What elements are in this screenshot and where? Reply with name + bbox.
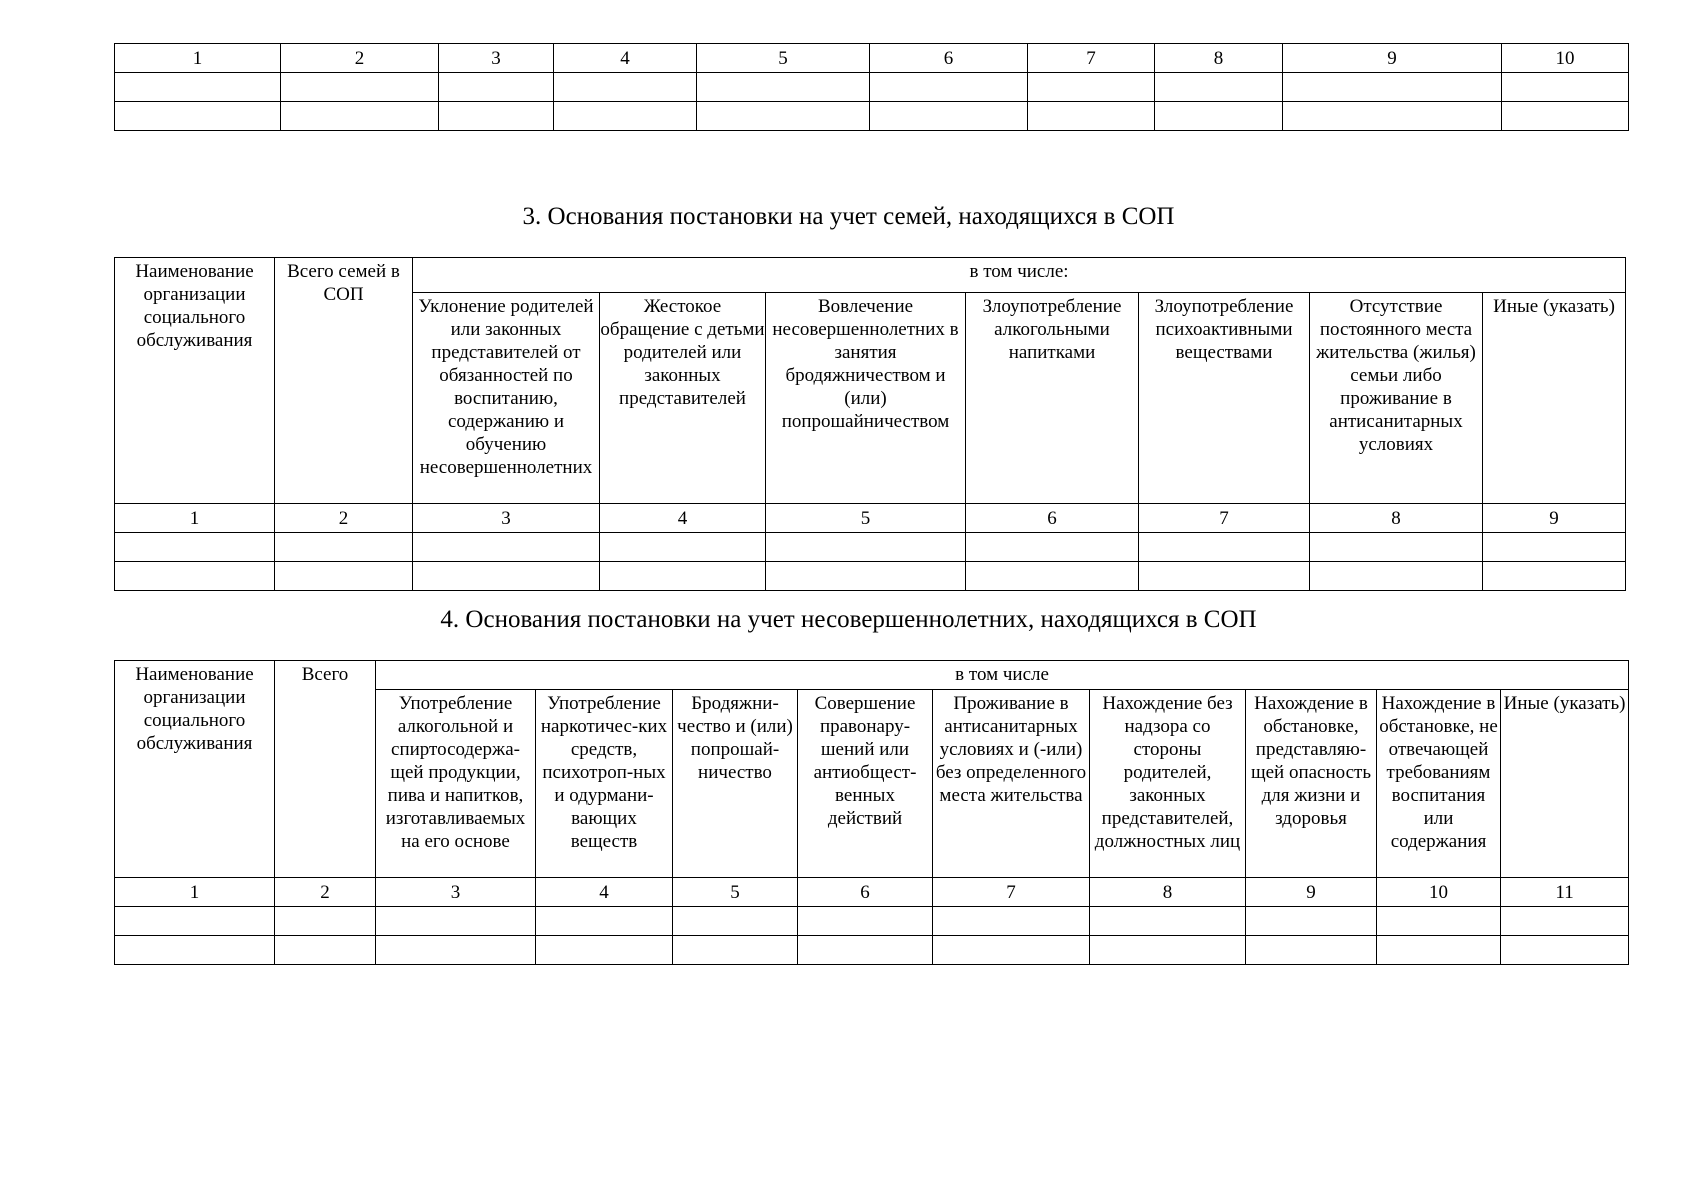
section4-col-number: 7 — [933, 878, 1090, 907]
table-cell[interactable] — [115, 533, 275, 562]
section3-col-number: 6 — [966, 504, 1139, 533]
section4-col-number: 1 — [115, 878, 275, 907]
table-cell[interactable] — [966, 533, 1139, 562]
table-cell[interactable] — [1377, 936, 1501, 965]
section4-col-number: 8 — [1090, 878, 1246, 907]
table-cell[interactable] — [376, 907, 536, 936]
table-cell[interactable] — [413, 533, 600, 562]
section4-col-number: 3 — [376, 878, 536, 907]
table-cell[interactable] — [1483, 562, 1626, 591]
section3-col-number: 8 — [1310, 504, 1483, 533]
section3-sub-column: Отсутствие постоянного места жительства (жилья) семьи либо проживание в антисанитарных условиях — [1310, 293, 1483, 504]
table-cell[interactable] — [115, 562, 275, 591]
table-cell[interactable] — [413, 562, 600, 591]
table-cell[interactable] — [1283, 73, 1502, 102]
section3-header-row — [115, 258, 1626, 293]
table-cell[interactable] — [554, 102, 697, 131]
section3-col-number: 7 — [1139, 504, 1310, 533]
table-cell[interactable] — [1139, 533, 1310, 562]
table-cell[interactable] — [275, 936, 376, 965]
section4-sub-column: Употребление алкогольной и спиртосодержа-щей продукции, пива и напитков, изготавливаемых на его основе — [376, 690, 536, 878]
table-row — [115, 533, 1626, 562]
section4-group-label: в том числе — [376, 661, 1629, 690]
table-cell[interactable] — [933, 936, 1090, 965]
table-row — [115, 102, 1629, 131]
table-cell[interactable] — [1155, 102, 1283, 131]
table-row — [115, 907, 1629, 936]
top-col-number: 1 — [115, 44, 281, 73]
table-cell[interactable] — [1501, 936, 1629, 965]
table-cell[interactable] — [281, 73, 439, 102]
table-cell[interactable] — [439, 73, 554, 102]
table-cell[interactable] — [1310, 562, 1483, 591]
table-cell[interactable] — [933, 907, 1090, 936]
table-cell[interactable] — [1502, 102, 1629, 131]
section4-sub-column: Проживание в антисанитарных условиях и (-или) без определенного места жительства — [933, 690, 1090, 878]
section4-sub-column: Нахождение без надзора со стороны родителей, законных представителей, должностных лиц — [1090, 690, 1246, 878]
table-cell[interactable] — [275, 562, 413, 591]
section3-col-number: 2 — [275, 504, 413, 533]
section4-col-number: 4 — [536, 878, 673, 907]
section4-sub-column: Нахождение в обстановке, представляю-щей опасность для жизни и здоровья — [1246, 690, 1377, 878]
section4-sub-column: Совершение правонару-шений или антиобщест-венных действий — [798, 690, 933, 878]
section3-group-label: в том числе: — [413, 258, 1626, 293]
table-cell[interactable] — [766, 533, 966, 562]
table-cell[interactable] — [673, 907, 798, 936]
top-col-number: 6 — [870, 44, 1028, 73]
table-cell[interactable] — [554, 73, 697, 102]
table-cell[interactable] — [1246, 936, 1377, 965]
section3-number-row — [115, 504, 1626, 533]
table-cell[interactable] — [1028, 73, 1155, 102]
table-cell[interactable] — [275, 907, 376, 936]
table-cell[interactable] — [600, 562, 766, 591]
section3-col-number: 1 — [115, 504, 275, 533]
section3-sub-column: Злоупотребление алкогольными напитками — [966, 293, 1139, 504]
table-row — [115, 562, 1626, 591]
table-row — [115, 936, 1629, 965]
section4-sub-column: Употребление наркотичес-ких средств, психотроп-ных и одурмани-вающих веществ — [536, 690, 673, 878]
section4-col-number: 5 — [673, 878, 798, 907]
section3-sub-column: Иные (указать) — [1483, 293, 1626, 504]
section3-col-total: Всего семей в СОП — [275, 258, 413, 504]
section4-col-number: 11 — [1501, 878, 1629, 907]
table-cell[interactable] — [115, 102, 281, 131]
top-col-number: 4 — [554, 44, 697, 73]
section4-col-org: Наименование организации социального обслуживания — [115, 661, 275, 878]
table-cell[interactable] — [281, 102, 439, 131]
table-cell[interactable] — [115, 936, 275, 965]
table-cell[interactable] — [275, 533, 413, 562]
table-cell[interactable] — [697, 102, 870, 131]
section4-sub-column: Бродяжни-чество и (или) попрошай-ничество — [673, 690, 798, 878]
section3-sub-column: Уклонение родителей или законных представителей от обязанностей по воспитанию, содержанию и обучению несовершеннолетних — [413, 293, 600, 504]
section4-header-row — [115, 661, 1629, 690]
section3-sub-column: Жестокое обращение с детьми родителей или законных представителей — [600, 293, 766, 504]
table-cell[interactable] — [1090, 907, 1246, 936]
section3-sub-column: Злоупотребление психоактивными веществами — [1139, 293, 1310, 504]
section3-col-number: 4 — [600, 504, 766, 533]
table-cell[interactable] — [1139, 562, 1310, 591]
top-col-number: 8 — [1155, 44, 1283, 73]
section3-title: 3. Основания постановки на учет семей, находящихся в СОП — [522, 203, 1175, 230]
table-cell[interactable] — [536, 936, 673, 965]
table-cell[interactable] — [966, 562, 1139, 591]
table-cell[interactable] — [439, 102, 554, 131]
table-cell[interactable] — [536, 907, 673, 936]
table-cell[interactable] — [115, 73, 281, 102]
section4-col-total: Всего — [275, 661, 376, 878]
section3-sub-column: Вовлечение несовершеннолетних в занятия бродяжничеством и (или) попрошайничеством — [766, 293, 966, 504]
table-cell[interactable] — [1246, 907, 1377, 936]
table-row — [115, 73, 1629, 102]
top-col-number: 9 — [1283, 44, 1502, 73]
table-cell[interactable] — [1155, 73, 1283, 102]
table-cell[interactable] — [673, 936, 798, 965]
section4-sub-column: Нахождение в обстановке, не отвечающей требованиям воспитания или содержания — [1377, 690, 1501, 878]
section4-sub-column: Иные (указать) — [1501, 690, 1629, 878]
table-cell[interactable] — [600, 533, 766, 562]
table-cell[interactable] — [1502, 73, 1629, 102]
table-cell[interactable] — [870, 102, 1028, 131]
section4-col-number: 6 — [798, 878, 933, 907]
section3-col-org: Наименование организации социального обслуживания — [115, 258, 275, 504]
top-col-number: 2 — [281, 44, 439, 73]
table-cell[interactable] — [697, 73, 870, 102]
table-cell[interactable] — [870, 73, 1028, 102]
top-col-number: 10 — [1502, 44, 1629, 73]
table-cell[interactable] — [798, 907, 933, 936]
table-cell[interactable] — [1310, 533, 1483, 562]
top-col-number: 5 — [697, 44, 870, 73]
section3-col-number: 5 — [766, 504, 966, 533]
section4-table — [114, 660, 1629, 965]
table-cell[interactable] — [376, 936, 536, 965]
top-col-number: 3 — [439, 44, 554, 73]
section4-col-number: 9 — [1246, 878, 1377, 907]
section4-col-number: 2 — [275, 878, 376, 907]
table-cell[interactable] — [1028, 102, 1155, 131]
section4-title: 4. Основания постановки на учет несовершеннолетних, находящихся в СОП — [440, 606, 1257, 633]
table-cell[interactable] — [1483, 533, 1626, 562]
table-cell[interactable] — [1283, 102, 1502, 131]
top-table — [114, 43, 1629, 131]
table-cell[interactable] — [798, 936, 933, 965]
table-cell[interactable] — [1090, 936, 1246, 965]
top-col-number: 7 — [1028, 44, 1155, 73]
table-cell[interactable] — [115, 907, 275, 936]
section3-col-number: 9 — [1483, 504, 1626, 533]
top-table-number-row — [115, 44, 1629, 73]
section4-number-row — [115, 878, 1629, 907]
table-cell[interactable] — [766, 562, 966, 591]
table-cell[interactable] — [1377, 907, 1501, 936]
table-cell[interactable] — [1501, 907, 1629, 936]
section3-table — [114, 257, 1626, 591]
section4-col-number: 10 — [1377, 878, 1501, 907]
section3-col-number: 3 — [413, 504, 600, 533]
